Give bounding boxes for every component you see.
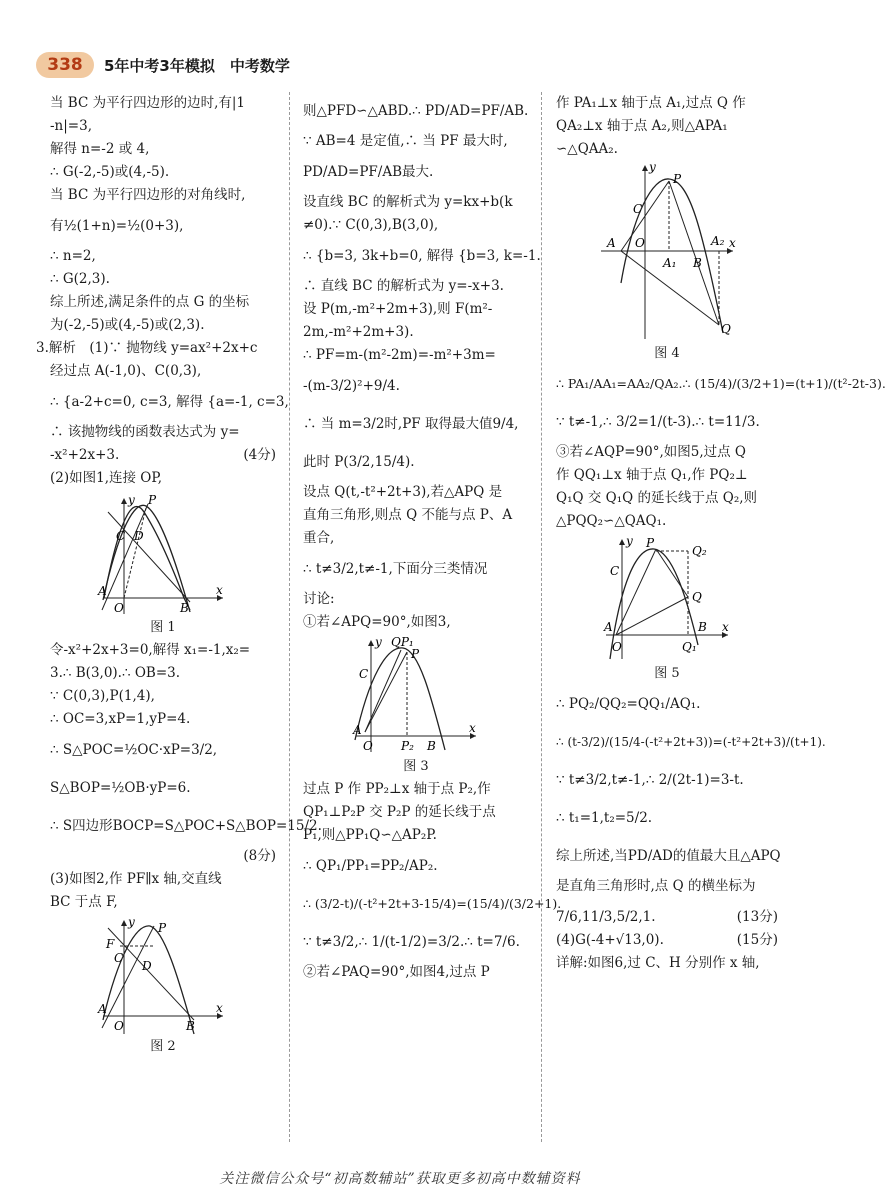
point-label: C	[359, 667, 369, 681]
score-mark: (4分)	[243, 447, 276, 463]
text-line: ①若∠APQ=90°,如图3,	[303, 614, 451, 630]
text-line: PD/AD=PF/AB最大.	[303, 164, 434, 180]
page-header	[36, 52, 766, 78]
point-label: A₂	[711, 234, 725, 248]
text-line: 重合,	[303, 530, 335, 546]
text-line: -x²+2x+3.	[50, 447, 120, 463]
point-label: A	[98, 1002, 107, 1016]
point-label: P	[158, 921, 167, 935]
point-label: B	[180, 601, 189, 615]
text-line: ∴ t₁=1,t₂=5/2.	[556, 810, 653, 826]
text-line: ∴ 该抛物线的函数表达式为 y=	[50, 424, 240, 440]
figure-caption: 图 4	[654, 346, 680, 361]
axis-label: x	[722, 620, 729, 634]
axis-label: x	[469, 721, 476, 735]
point-label: O	[363, 739, 373, 753]
figure-5-graph	[602, 535, 732, 663]
text-line: ∴ PQ₂/QQ₂=QQ₁/AQ₁.	[556, 696, 701, 712]
text-line: 经过点 A(-1,0)、C(0,3),	[50, 363, 202, 379]
text-line: -n|=3,	[50, 118, 92, 134]
point-label: D	[134, 529, 144, 543]
text-line: ∴ G(-2,-5)或(4,-5).	[50, 164, 170, 180]
text-line: ≠0).∵ C(0,3),B(3,0),	[303, 217, 439, 233]
column-separator	[541, 92, 542, 1142]
text-line: 综上所述,满足条件的点 G 的坐标	[50, 294, 250, 310]
point-label: B	[693, 256, 702, 270]
column-3	[556, 92, 886, 975]
figure-caption: 图 1	[150, 620, 176, 635]
column-2	[303, 92, 562, 984]
text-line: 解得 n=-2 或 4,	[50, 141, 150, 157]
text-line: ∴ S△POC=½OC·xP=3/2,	[50, 742, 218, 758]
point-label: O	[635, 236, 645, 250]
figure-1-graph	[98, 492, 228, 617]
point-label: P	[411, 647, 420, 661]
text-line: (4)G(-4+√13,0).	[556, 932, 664, 948]
figure-caption: 图 5	[654, 666, 680, 681]
text-line: ∽△QAA₂.	[556, 141, 618, 157]
point-label: A	[607, 236, 616, 250]
text-line: (3)如图2,作 PF∥x 轴,交直线	[50, 871, 222, 887]
text-line: 有½(1+n)=½(0+3),	[50, 218, 184, 234]
score-mark: (8分)	[243, 848, 276, 864]
text-line: ∴ PF=m-(m²-2m)=-m²+3m=	[303, 347, 496, 363]
point-label: C	[633, 202, 643, 216]
text-line: ∵ AB=4 是定值,∴ 当 PF 最大时,	[303, 133, 508, 149]
axis-label: y	[128, 493, 135, 507]
figure-4-graph	[597, 160, 737, 343]
axis-label: x	[729, 236, 736, 250]
score-mark: (15分)	[736, 932, 778, 948]
text-line: 令-x²+2x+3=0,解得 x₁=-1,x₂=	[50, 642, 251, 658]
figure-caption: 图 2	[150, 1039, 176, 1054]
text-line: △PQQ₂∽△QAQ₁.	[556, 513, 667, 529]
text-line: ②若∠PAQ=90°,如图4,过点 P	[303, 964, 490, 980]
point-label: C	[116, 529, 126, 543]
text-line: ∴ t≠3/2,t≠-1,下面分三类情况	[303, 561, 488, 577]
text-line: 设直线 BC 的解析式为 y=kx+b(k	[303, 194, 513, 210]
text-line: ∵ t≠-1,∴ 3/2=1/(t-3).∴ t=11/3.	[556, 414, 760, 430]
text-line: 设 P(m,-m²+2m+3),则 F(m²-	[303, 301, 493, 317]
text-line: ∵ t≠3/2,∴ 1/(t-1/2)=3/2.∴ t=7/6.	[303, 934, 520, 950]
text-line: ∴ 当 m=3/2时,PF 取得最大值9/4,	[303, 416, 519, 432]
point-label: O	[612, 640, 622, 654]
figure-caption: 图 3	[403, 759, 429, 774]
point-label: A	[98, 584, 107, 598]
point-label: P	[673, 172, 682, 186]
text-line: ∴ 直线 BC 的解析式为 y=-x+3.	[303, 278, 504, 294]
text-line: 讨论:	[303, 591, 335, 607]
text-line: 则△PFD∽△ABD.∴ PD/AD=PF/AB.	[303, 103, 529, 119]
point-label: Q	[721, 322, 731, 336]
text-line: 此时 P(3/2,15/4).	[303, 454, 415, 470]
point-label: A	[604, 620, 613, 634]
text-line: S△BOP=½OB·yP=6.	[50, 780, 191, 796]
point-label: A₁	[663, 256, 677, 270]
text-line: 7/6,11/3,5/2,1.	[556, 909, 656, 925]
point-label: C	[114, 951, 124, 965]
series-title: 5年中考3年模拟 中考数学	[104, 57, 290, 75]
figure-3-graph	[351, 636, 481, 756]
axis-label: y	[649, 160, 656, 174]
point-label: D	[142, 959, 152, 973]
point-label: O	[114, 601, 124, 615]
text-line: ∵ t≠3/2,t≠-1,∴ 2/(2t-1)=3-t.	[556, 772, 744, 788]
solution-heading: 3.解析 (1)∵ 抛物线 y=ax²+2x+c	[36, 340, 258, 356]
text-line: 作 PA₁⊥x 轴于点 A₁,过点 Q 作	[556, 95, 746, 111]
point-label: C	[610, 564, 620, 578]
text-line: P₁,则△PP₁Q∽△AP₂P.	[303, 827, 437, 843]
text-line: ∴ {b=3, 3k+b=0, 解得 {b=3, k=-1.	[303, 248, 541, 264]
text-line: ∴ QP₁/PP₁=PP₂/AP₂.	[303, 858, 438, 874]
point-label: Q₂	[692, 544, 707, 558]
text-line: BC 于点 F,	[50, 894, 118, 910]
point-label: B	[698, 620, 707, 634]
text-line: ∴ (t-3/2)/(15/4-(-t²+2t+3))=(-t²+2t+3)/(t+1).	[556, 735, 826, 749]
text-line: (2)如图1,连接 OP,	[50, 470, 163, 486]
text-line: 当 BC 为平行四边形的对角线时,	[50, 187, 246, 203]
axis-label: y	[128, 915, 135, 929]
text-line: 过点 P 作 PP₂⊥x 轴于点 P₂,作	[303, 781, 491, 797]
point-label: O	[114, 1019, 124, 1033]
text-line: ∴ G(2,3).	[50, 271, 110, 287]
text-line: ∴ PA₁/AA₁=AA₂/QA₂.∴ (15/4)/(3/2+1)=(t+1)/(t²-2t-3).	[556, 376, 886, 391]
text-line: ∴ S四边形BOCP=S△POC+S△BOP=15/2.	[50, 818, 322, 834]
text-line: Q₁Q 交 Q₁Q 的延长线于点 Q₂,则	[556, 490, 758, 506]
point-label: F	[106, 937, 115, 951]
text-line: 直角三角形,则点 Q 不能与点 P、A	[303, 507, 513, 523]
point-label: P₂	[401, 739, 414, 753]
point-label: B	[427, 739, 436, 753]
point-label: B	[186, 1019, 195, 1033]
text-line: 当 BC 为平行四边形的边时,有|1	[50, 95, 246, 111]
text-line: 3.∴ B(3,0).∴ OB=3.	[50, 665, 181, 681]
text-line: ∵ C(0,3),P(1,4),	[50, 688, 155, 704]
text-line: 为(-2,-5)或(4,-5)或(2,3).	[50, 317, 205, 333]
text-line: 是直角三角形时,点 Q 的横坐标为	[556, 878, 756, 894]
figure-2-graph	[98, 916, 228, 1036]
point-label: P	[646, 536, 655, 550]
axis-label: x	[216, 1001, 223, 1015]
text-line: 设点 Q(t,-t²+2t+3),若△APQ 是	[303, 484, 503, 500]
text-line: 作 QQ₁⊥x 轴于点 Q₁,作 PQ₂⊥	[556, 467, 748, 483]
text-line: ∴ {a-2+c=0, c=3, 解得 {a=-1, c=3,	[50, 394, 289, 410]
text-line: -(m-3/2)²+9/4.	[303, 378, 400, 394]
text-line: ∴ OC=3,xP=1,yP=4.	[50, 711, 191, 727]
text-line: QA₂⊥x 轴于点 A₂,则△APA₁	[556, 118, 728, 134]
score-mark: (13分)	[736, 909, 778, 925]
text-line: ③若∠AQP=90°,如图5,过点 Q	[556, 444, 746, 460]
footer-notice: 关注微信公众号“初高数辅站”获取更多初高中数辅资料	[219, 1171, 581, 1187]
axis-label: x	[216, 583, 223, 597]
text-line: QP₁⊥P₂P 交 P₂P 的延长线于点	[303, 804, 496, 820]
text-line: ∴ n=2,	[50, 248, 96, 264]
column-separator	[289, 92, 290, 1142]
point-label: P	[148, 493, 157, 507]
point-label: A	[353, 723, 362, 737]
point-label: Q₁	[682, 640, 697, 654]
point-label: QP₁	[391, 635, 414, 649]
point-label: Q	[692, 590, 702, 604]
page-number-badge: 338	[36, 52, 94, 78]
text-line: 2m,-m²+2m+3).	[303, 324, 414, 340]
axis-label: y	[626, 534, 633, 548]
axis-label: y	[375, 635, 382, 649]
text-line: 详解:如图6,过 C、H 分别作 x 轴,	[556, 955, 760, 971]
text-line: 综上所述,当PD/AD的值最大且△APQ	[556, 848, 781, 864]
text-line: ∴ (3/2-t)/(-t²+2t+3-15/4)=(15/4)/(3/2+1).	[303, 896, 562, 911]
